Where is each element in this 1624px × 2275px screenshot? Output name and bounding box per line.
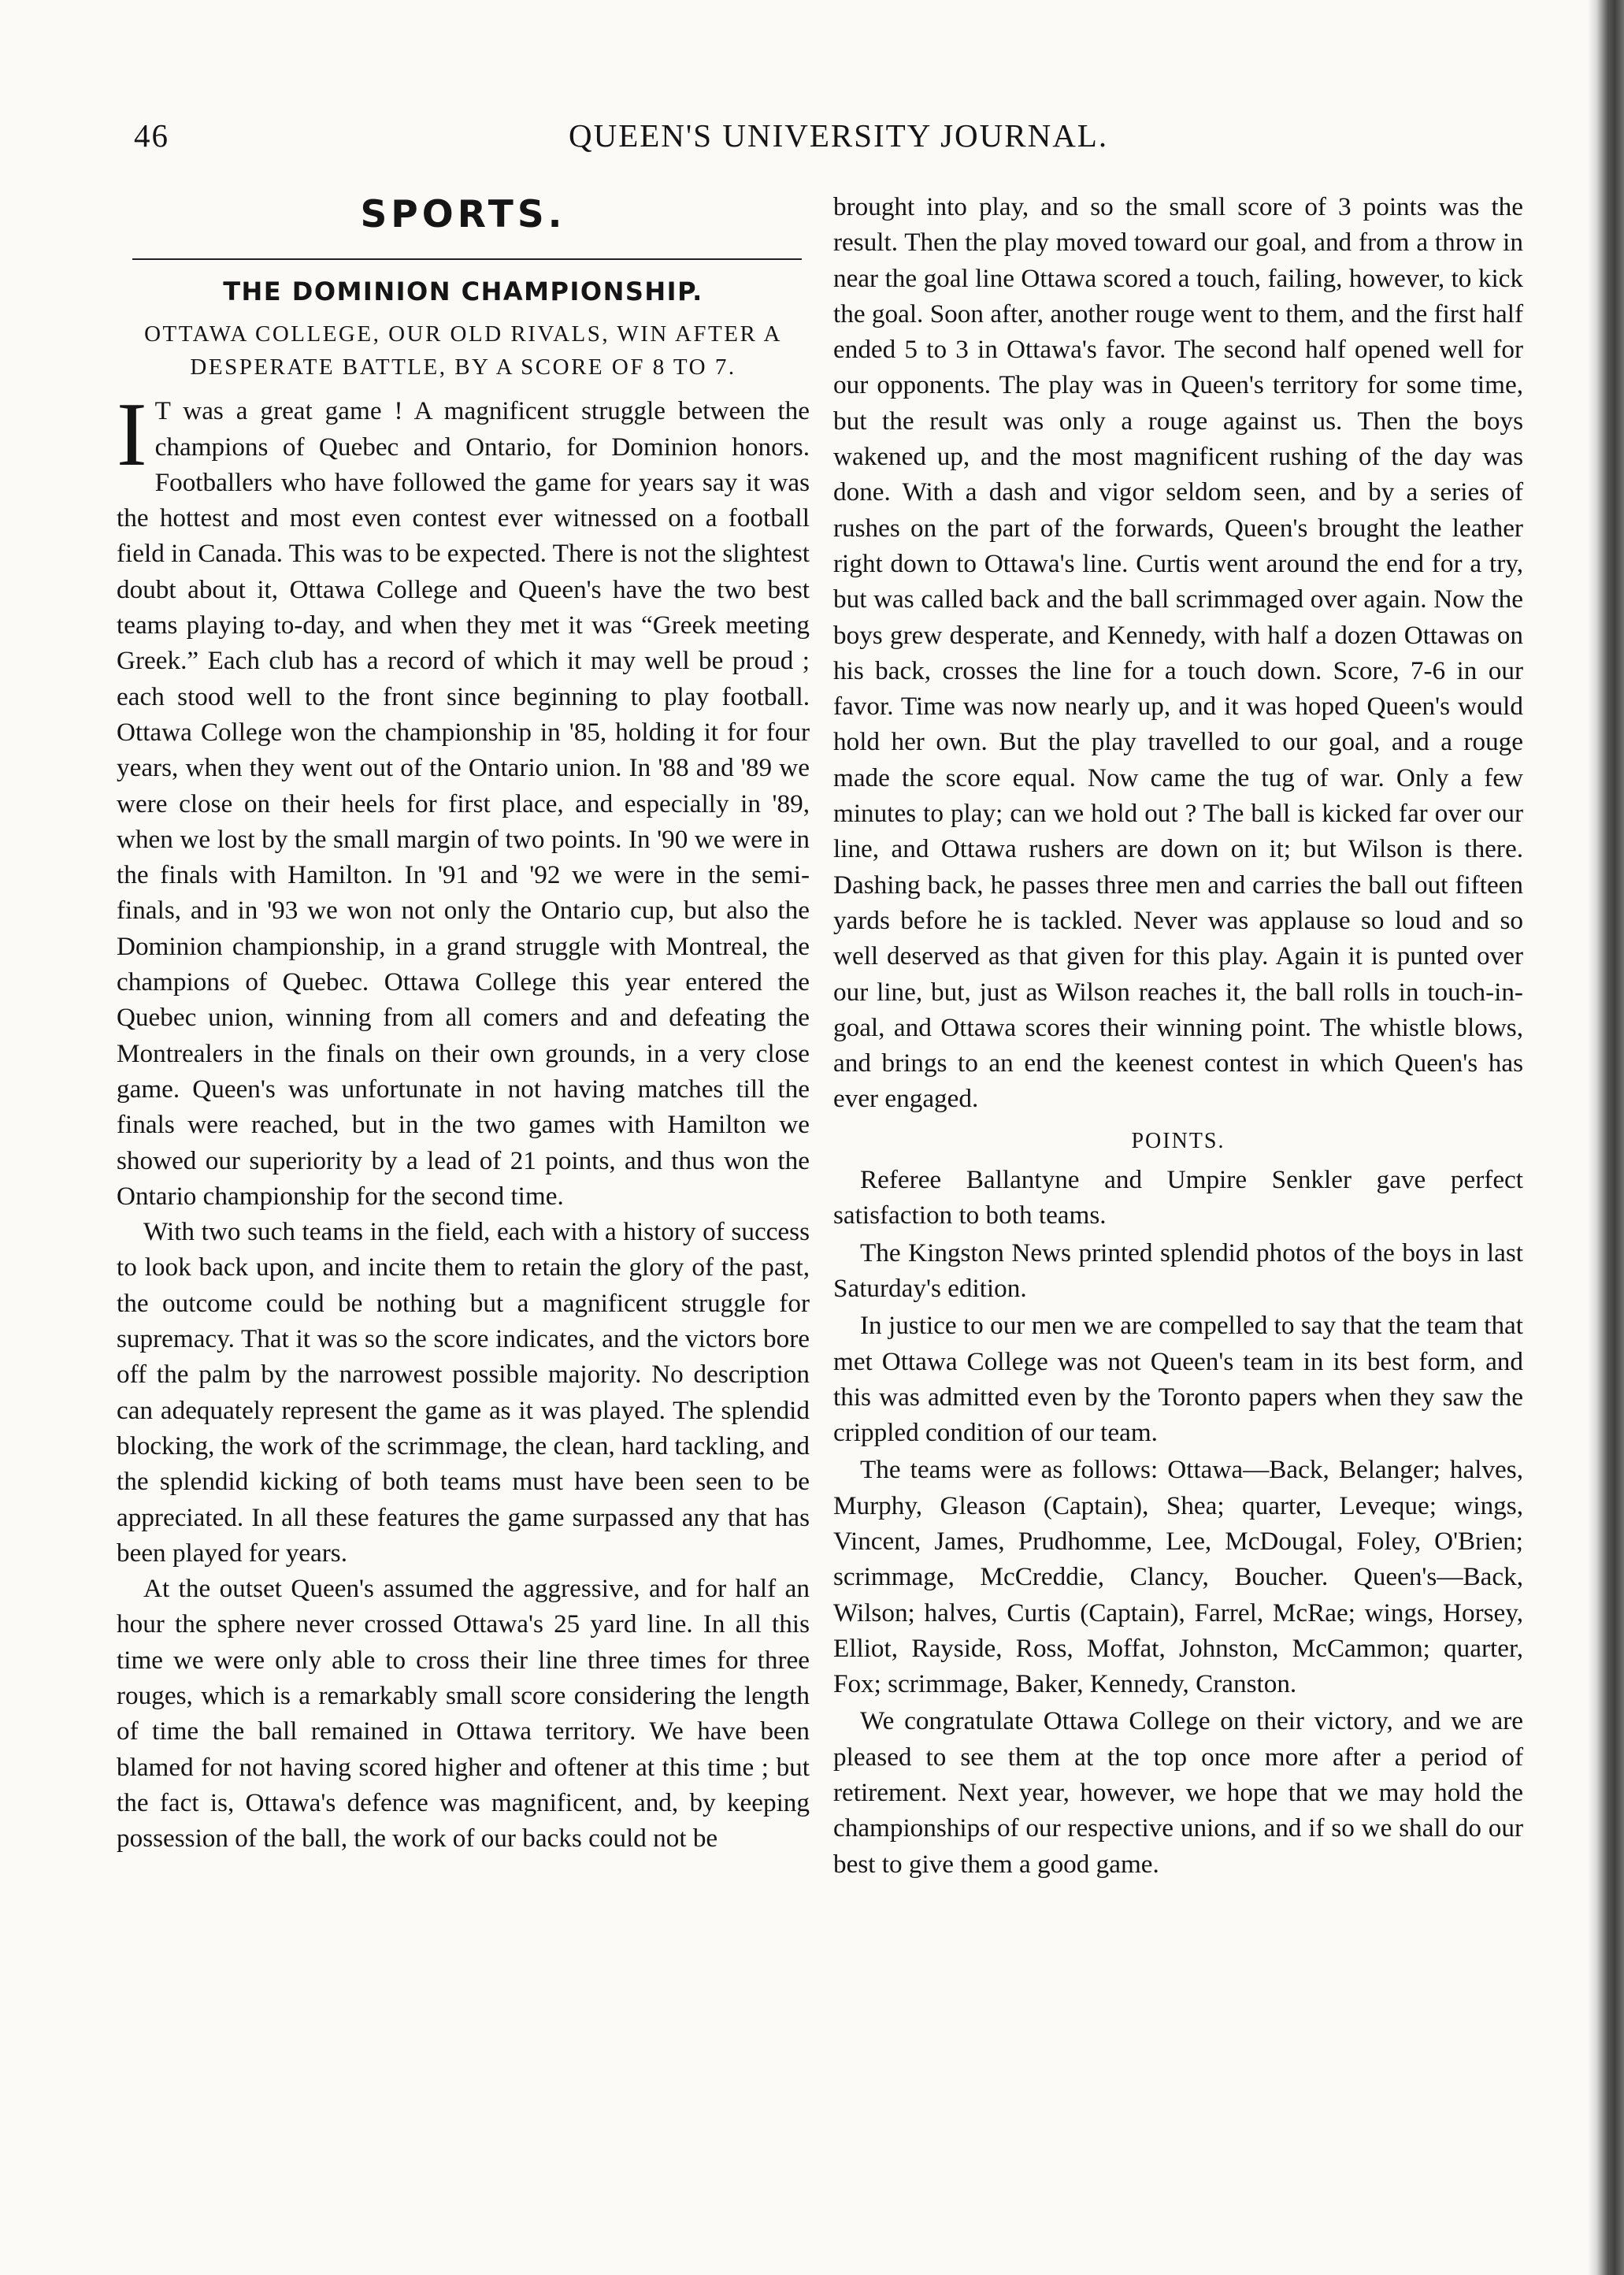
section-title: SPORTS. [360,193,566,236]
page-binding-edge [1588,0,1624,2275]
article-title: THE DOMINION CHAMPIONSHIP. [223,276,703,306]
right-column [833,189,1523,2253]
article-paragraph-3: At the outset Queen's assumed the aggressive, and for half an hour the sphere never crossed Ottawa's 25 yard line. In all this time we were only able to cross their line three times for three rouges, which is a remarkably small score considering the length of time the ball remained in Ottawa territory. We have been blamed for not having scored higher and oftener at this time ; but the fact is, Ottawa's defence was magnificent, and, by keeping possession of the ball, the work of our backs could not be [117,1574,810,1854]
article-subtitle: OTTAWA COLLEGE, OUR OLD RIVALS, WIN AFTER A DESPERATE BATTLE, BY A SCORE OF 8 TO 7. [144,321,782,380]
points-heading: POINTS. [1131,1128,1225,1153]
article-paragraph-3-continued: brought into play, and so the small score of 3 points was the result. Then the play moved toward our goal, and from a throw in near the goal line Ottawa scored a touch, failing, however, to kick the goal. Soon after, another rouge went to them, and the first half ended 5 to 3 in Ottawa's favor. The second half opened well for our opponents. The play was in Queen's territory for some time, but the result was only a rouge against us. Then the boys wakened up, and the most magnificent rushing of the day was done. With a dash and vigor seldom seen, and by a series of rushes on the part of the forwards, Queen's brought the leather right down to Ottawa's line. Curtis went around the end for a try, but was called back and the ball scrimmaged over again. Now the boys grew desperate, and Kennedy, with half a dozen Ottawas on his back, crosses the line for a touch down. Score, 7-6 in our favor. Time was now nearly up, and it was hoped Queen's would hold her own. But the play travelled to our goal, and a rouge made the score equal. Now came the tug of war. Only a few minutes to play; can we hold out ? The ball is kicked far over our line, and Ottawa rushers are down on it; but Wilson is there. Dashing back, he passes three men and carries the ball out fifteen yards before he is tackled. Never was applause so loud and so well deserved as that given for this play. Again it is punted over our line, but, just as Wilson reaches it, the ball rolls in touch-in-goal, and Ottawa scores their winning point. The whistle blows, and brings to an end the keenest contest in which Queen's has ever engaged. [833,192,1523,1114]
points-item: In justice to our men we are compelled to say that the team that met Ottawa College was not Queen's team in its best form, and this was admitted even by the Toronto papers when they saw the crippled condition of our team. [833,1311,1523,1448]
article-paragraph-1 [117,384,810,1214]
journal-title: QUEEN'S UNIVERSITY JOURNAL. [569,117,1109,154]
points-item: The Kingston News printed splendid photos of the boys in last Saturday's edition. [833,1238,1523,1303]
left-column [117,187,810,2251]
drop-cap: I [117,384,147,486]
points-item: Referee Ballantyne and Umpire Senkler gave perfect satisfaction to both teams. [833,1165,1523,1230]
paragraph-1-text: T was a great game ! A magnificent struggle between the champions of Quebec and Ontario, for Dominion honors. Footballers who have followed the game for years say it was the hottest and most even contest ever witnessed on a football field in Canada. This was to be expected. There is not the slightest doubt about it, Ottawa College and Queen's have the two best teams playing to-day, and when they met it was “Greek meeting Greek.” Each club has a record of which it may well be proud ; each stood well to the front since beginning to play football. Ottawa College won the championship in '85, holding it for four years, when they went out of the Ontario union. In '88 and '89 we were close on their heels for first place, and especially in '89, when we lost by the small margin of two points. In '90 we were in the finals with Hamilton. In '91 and '92 we were in the semi-finals, and in '93 we won not only the Ontario cup, but also the Dominion championship, in a grand struggle with Montreal, the champions of Quebec. Ottawa College this year entered the Quebec union, winning from all comers and and defeating the Montrealers in the finals on their own grounds, in a very close game. Queen's was unfortunate in not having matches till the finals were reached, but in the two games with Hamilton we showed our superiority by a lead of 21 points, and thus won the Ontario championship for the second time. [117,396,810,1211]
points-item: The teams were as follows: Ottawa—Back, Belanger; halves, Murphy, Gleason (Captain), Shea; quarter, Leveque; wings, Vincent, James, Prudhomme, Lee, McDougal, Foley, O'Brien; scrimmage, McCreddie, Clancy, Boucher. Queen's—Back, Wilson; halves, Curtis (Captain), Farrel, McRae; wings, Horsey, Elliot, Rayside, Ross, Moffat, Johnston, McCammon; quarter, Fox; scrimmage, Baker, Kennedy, Cranston. [833,1455,1523,1699]
running-head [134,117,1520,164]
points-item: We congratulate Ottawa College on their victory, and we are pleased to see them at the top once more after a period of retirement. Next year, however, we hope that we may hold the championships of our respective unions, and if so we shall do our best to give them a good game. [833,1706,1523,1879]
section-rule [132,258,802,260]
page-number: 46 [134,117,169,154]
article-paragraph-2: With two such teams in the field, each with a history of success to look back upon, and incite them to retain the glory of the past, the outcome could be nothing but a magnificent struggle for supremacy. That it was so the score indicates, and the victors bore off the palm by the narrowest possible majority. No description can adequately represent the game as it was played. The splendid blocking, the work of the scrimmage, the clean, hard tackling, and the splendid kicking of both teams must have been seen to be appreciated. In all these features the game surpassed any that has been played for years. [117,1217,810,1568]
